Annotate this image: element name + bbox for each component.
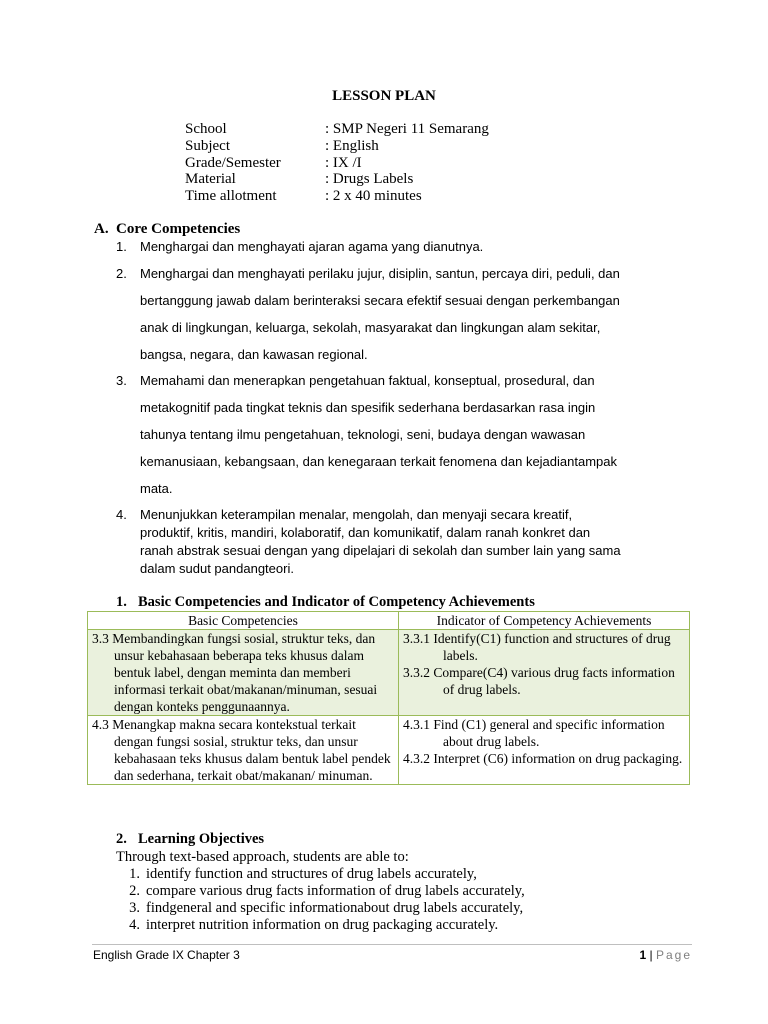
list-text: interpret nutrition information on drug packaging accurately.: [146, 917, 499, 933]
list-number: 1.: [116, 239, 127, 254]
section-number: 2.: [116, 831, 127, 847]
info-label: Material: [185, 171, 236, 188]
indicator-item: 4.3.1 Find (C1) general and specific information about drug labels.: [403, 717, 665, 749]
basic-competency-cell: [88, 716, 399, 785]
info-label: School: [185, 121, 227, 137]
indicator-item: 3.3.1 Identify(C1) function and structures of drug labels.: [403, 631, 671, 663]
section-letter: A.: [94, 221, 109, 237]
list-line: produktif, kritis, mandiri, kolaboratif, dan komunikatif, dalam ranah konkret dan: [140, 525, 591, 540]
footer-divider: [92, 944, 692, 945]
list-item: [116, 883, 525, 900]
section-title: Learning Objectives: [138, 831, 265, 847]
competency-table: [87, 611, 690, 785]
indicator-item: 3.3.2 Compare(C4) various drug facts information of drug labels.: [403, 665, 675, 697]
list-number: 4.: [116, 507, 127, 522]
section-number: 1.: [116, 594, 127, 610]
list-number: 3.: [129, 900, 140, 916]
list-line: bertanggung jawab dalam berinteraksi secara efektif sesuai dengan perkembangan: [140, 293, 620, 308]
list-number: 2.: [129, 883, 140, 899]
indicator-cell: [399, 716, 690, 785]
list-number: 3.: [116, 373, 127, 388]
section-b-heading: [116, 594, 535, 611]
document-title: LESSON PLAN: [332, 88, 436, 104]
basic-competency-text: 3.3 Membandingkan fungsi sosial, struktur teks, dan unsur kebahasaan beberapa teks khusus dalam bentuk label, dengan meminta dan memberi informasi terkait obat/makanan/minuman, sesuai dengan konteks penggunaannya.: [92, 631, 378, 714]
list-text: compare various drug facts information of drug labels accurately,: [146, 883, 525, 899]
list-line: kemanusiaan, kebangsaan, dan kenegaraan terkait fenomena dan kejadiantampak: [140, 454, 618, 469]
info-value: : English: [325, 137, 379, 154]
list-line: tahunya tentang ilmu pengetahuan, teknologi, seni, budaya dengan wawasan: [140, 427, 586, 442]
info-value: : SMP Negeri 11 Semarang: [325, 121, 489, 137]
list-item: [116, 900, 525, 917]
learning-objectives-section: [116, 831, 525, 934]
list-line: anak di lingkungan, keluarga, sekolah, masyarakat dan lingkungan alam sekitar,: [140, 320, 601, 335]
list-text: identify function and structures of drug labels accurately,: [146, 866, 477, 882]
info-row-time: [185, 188, 489, 205]
indicator-item: 4.3.2 Interpret (C6) information on drug packaging.: [403, 751, 683, 766]
list-line: ranah abstrak sesuai dengan yang dipelajari di sekolah dan sumber lain yang sama: [140, 543, 621, 558]
info-row-subject: [185, 138, 489, 155]
table-header-row: [88, 612, 690, 630]
objectives-intro: Through text-based approach, students are able to:: [116, 849, 409, 865]
table-header-indicator: Indicator of Competency Achievements: [399, 612, 690, 630]
basic-competency-cell: [88, 630, 399, 716]
list-number: 2.: [116, 266, 127, 281]
list-line: metakognitif pada tingkat teknis dan spesifik sederhana berdasarkan rasa ingin: [140, 400, 596, 415]
list-number: 1.: [129, 866, 140, 882]
indicator-cell: [399, 630, 690, 716]
list-line: Menunjukkan keterampilan menalar, mengolah, dan menyaji secara kreatif,: [140, 507, 573, 522]
list-line: Memahami dan menerapkan pengetahuan faktual, konseptual, prosedural, dan: [140, 373, 595, 388]
info-value: : 2 x 40 minutes: [325, 188, 422, 205]
info-value: : IX /I: [325, 154, 362, 171]
list-line: dalam sudut pandangteori.: [140, 561, 294, 576]
list-line: bangsa, negara, dan kawasan regional.: [140, 347, 368, 362]
table-row: [88, 630, 690, 716]
list-item: [116, 866, 525, 883]
basic-competency-text: 4.3 Menangkap makna secara kontekstual terkait dengan fungsi sosial, struktur teks, dan unsur kebahasaan teks khusus dalam bentuk label pendek dan sederhana, terkait obat/makanan/ minuman.: [92, 717, 391, 783]
table-header-basic: Basic Competencies: [88, 612, 399, 630]
section-c-heading: [116, 831, 525, 848]
page-label: Page: [655, 948, 692, 962]
info-value: : Drugs Labels: [325, 171, 414, 188]
info-row-material: [185, 171, 489, 188]
page-separator: |: [649, 948, 653, 962]
page-number-block: [639, 948, 692, 962]
section-a-heading: [94, 221, 240, 238]
footer-title: English Grade IX Chapter 3: [93, 948, 240, 962]
info-row-school: [185, 121, 489, 138]
list-item: [116, 917, 525, 934]
list-line: mata.: [140, 481, 173, 496]
lesson-info: [185, 121, 489, 205]
info-label: Time allotment: [185, 188, 277, 205]
objectives-list: [116, 866, 525, 934]
info-row-grade: [185, 155, 489, 172]
table-row: [88, 716, 690, 785]
list-line: Menghargai dan menghayati ajaran agama yang dianutnya.: [140, 239, 484, 254]
page-number: 1: [639, 948, 647, 962]
list-line: Menghargai dan menghayati perilaku jujur, disiplin, santun, percaya diri, peduli, dan: [140, 266, 620, 281]
info-label: Grade/Semester: [185, 154, 281, 171]
list-number: 4.: [129, 917, 140, 933]
section-title: Core Competencies: [116, 221, 241, 237]
info-label: Subject: [185, 137, 230, 154]
section-title: Basic Competencies and Indicator of Competency Achievements: [138, 594, 535, 610]
list-text: findgeneral and specific informationabout drug labels accurately,: [146, 900, 524, 916]
